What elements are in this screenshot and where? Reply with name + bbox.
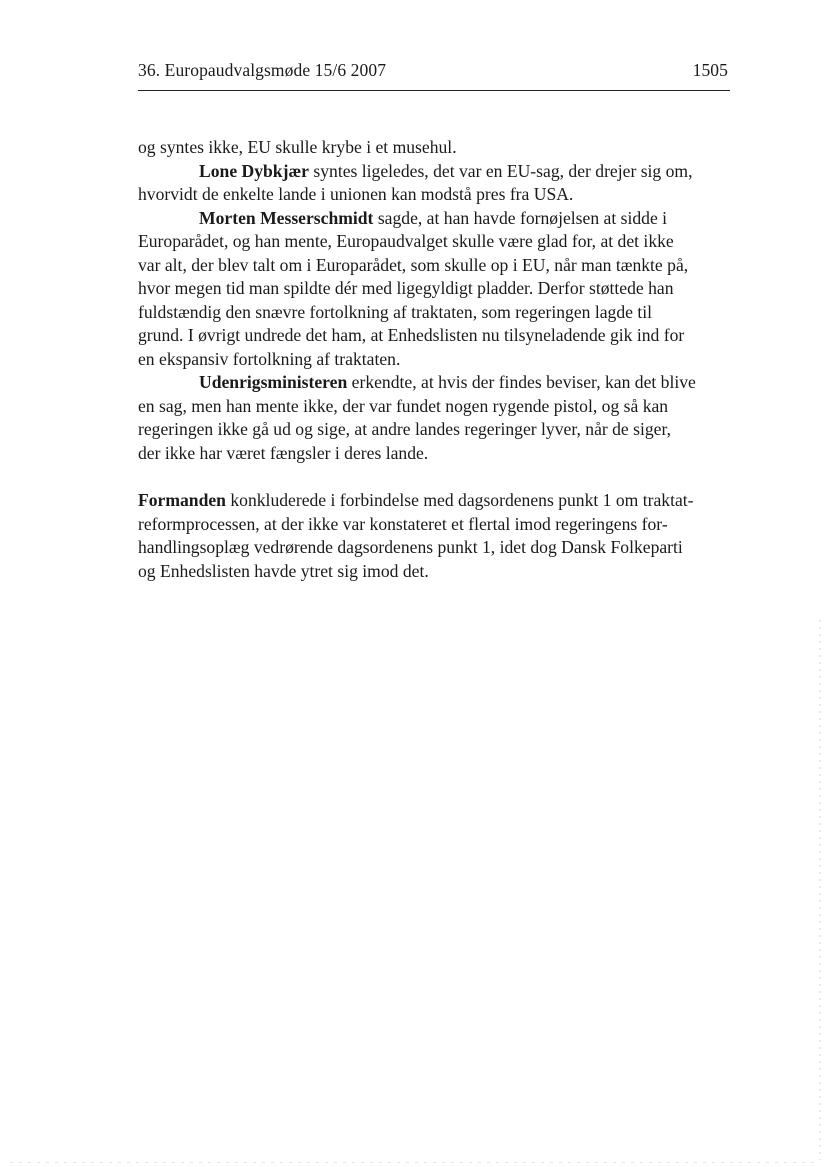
- text-line: [138, 207, 738, 231]
- text-line: hvor megen tid man spildte dér med ligegyldigt pladder. Derfor støttede han: [138, 278, 674, 298]
- page-header: [138, 60, 730, 90]
- text-line: [138, 371, 738, 395]
- text-line: [138, 160, 738, 184]
- text-line: handlingsoplæg vedrørende dagsordenens punkt 1, idet dog Dansk Folkeparti: [138, 537, 683, 557]
- text-line: en ekspansiv fortolkning af traktaten.: [138, 348, 401, 369]
- text-line: og Enhedslisten havde ytret sig imod det.: [138, 560, 429, 581]
- paragraph-continuation: [138, 136, 738, 160]
- text-span: syntes ligeledes, det var en EU-sag, der drejer sig om,: [308, 160, 693, 181]
- text-line: regeringen ikke gå ud og sige, at andre landes regeringer lyver, når de siger,: [138, 419, 672, 439]
- text-line: Europarådet, og han mente, Europaudvalget skulle være glad for, at det ikke: [138, 231, 674, 251]
- paragraph-udenrigsministeren: [138, 371, 738, 465]
- text-line: reformprocessen, at der ikke var konstateret et flertal imod regeringens for-: [138, 513, 668, 534]
- speaker-name: Udenrigsministeren: [199, 372, 348, 392]
- text-line: hvorvidt de enkelte lande i unionen kan modstå pres fra USA.: [138, 184, 574, 204]
- page-number: 1505: [692, 60, 728, 80]
- text-line: fuldstændig den snævre fortolkning af traktaten, som regeringen lagde til: [138, 301, 653, 322]
- header-title: 36. Europaudvalgsmøde 15/6 2007: [138, 60, 387, 80]
- scan-artifact: [10, 1162, 820, 1163]
- text-span: konkluderede i forbindelse med dagsordenens punkt 1 om traktat-: [225, 490, 694, 510]
- paragraph-morten-messerschmidt: [138, 207, 738, 372]
- paragraph-gap: [138, 465, 738, 489]
- paragraph-formanden: [138, 489, 738, 583]
- text-span: sagde, at han havde fornøjelsen at sidde i: [373, 207, 668, 228]
- paragraph-lone-dybkjaer: [138, 160, 738, 207]
- text-line: var alt, der blev talt om i Europarådet, som skulle op i EU, når man tænkte på,: [138, 254, 689, 275]
- speaker-name: Morten Messerschmidt: [199, 207, 374, 228]
- scan-artifact: [819, 620, 821, 1160]
- speaker-name: Formanden: [138, 490, 226, 510]
- text-line: der ikke har været fængsler i deres lande.: [138, 442, 429, 463]
- text-line: [138, 489, 738, 513]
- text-line: grund. I øvrigt undrede det ham, at Enhedslisten nu tilsyneladende gik ind for: [138, 325, 685, 345]
- text-line: og syntes ikke, EU skulle krybe i et musehul.: [138, 137, 457, 157]
- text-span: erkendte, at hvis der findes beviser, kan det blive: [347, 372, 696, 392]
- document-body: [138, 136, 738, 583]
- header-rule: [138, 90, 730, 91]
- text-line: en sag, men han mente ikke, der var fundet nogen rygende pistol, og så kan: [138, 395, 669, 416]
- speaker-name: Lone Dybkjær: [199, 160, 309, 181]
